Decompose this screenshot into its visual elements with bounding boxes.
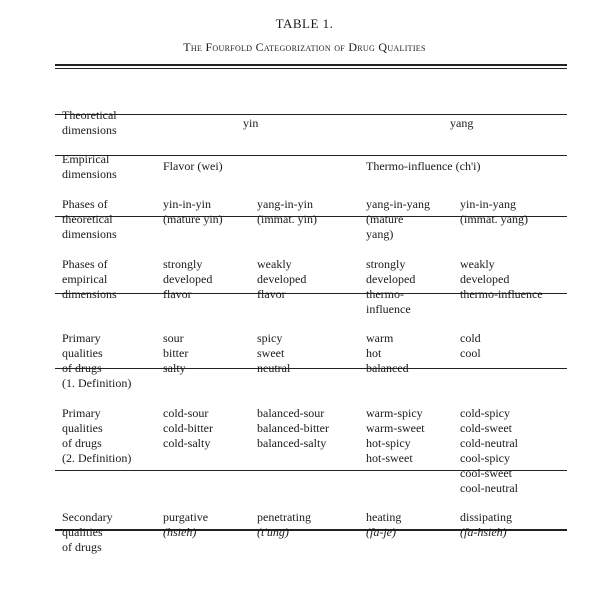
- row-label-empirical: Empirical dimensions: [62, 152, 117, 181]
- cell-thermo-influence: Thermo-influence (ch'i): [366, 159, 481, 173]
- cell-def2-col2: balanced-sour balanced-bitter balanced-salty: [257, 406, 329, 450]
- row-divider: [55, 368, 567, 369]
- row-divider: [55, 155, 567, 156]
- cell-phase-col1: yin-in-yin (mature yin): [163, 197, 223, 226]
- cell-def1-col4: cold cool: [460, 331, 481, 360]
- top-rule: [55, 64, 567, 66]
- header-yin: yin: [243, 116, 259, 130]
- cell-phase-col3: yang-in-yang (mature yang): [366, 197, 430, 241]
- cell-def1-col2: spicy sweet neutral: [257, 331, 291, 375]
- row-label-primary-def1: Primary qualities of drugs (1. Definition): [62, 331, 132, 390]
- table-subtitle: The Fourfold Categorization of Drug Qualities: [183, 40, 426, 54]
- row-label-secondary: Secondary qualities of drugs: [62, 510, 113, 554]
- cell-secondary-col3: heating (fa-je): [366, 510, 402, 539]
- cell-def2-col3: warm-spicy warm-sweet hot-spicy hot-sweet: [366, 406, 425, 465]
- table-title: TABLE 1.: [275, 16, 334, 31]
- cell-secondary-col1: purgative (hsieh): [163, 510, 209, 539]
- cell-def1-col1: sour bitter salty: [163, 331, 189, 375]
- row-label-phases-empirical: Phases of empirical dimensions: [62, 257, 117, 301]
- cell-secondary-col4: dissipating (fa-hsieh): [460, 510, 513, 539]
- row-divider: [55, 114, 567, 115]
- row-label-theoretical: Theoretical dimensions: [62, 108, 117, 137]
- cell-phase-col2: yang-in-yin (immat. yin): [257, 197, 317, 226]
- top-rule-inner: [55, 68, 567, 69]
- cell-empirical-col4: weakly developed thermo-influence: [460, 257, 543, 301]
- cell-def2-col1: cold-sour cold-bitter cold-salty: [163, 406, 213, 450]
- row-label-phases-theoretical: Phases of theoretical dimensions: [62, 197, 117, 241]
- header-yang: yang: [450, 116, 474, 130]
- cell-empirical-col3: strongly developed thermo- influence: [366, 257, 416, 316]
- cell-secondary-col2: penetrating (t'ung): [257, 510, 311, 539]
- row-label-primary-def2: Primary qualities of drugs (2. Definition): [62, 406, 132, 465]
- cell-flavor: Flavor (wei): [163, 159, 223, 173]
- cell-phase-col4: yin-in-yang (immat. yang): [460, 197, 528, 226]
- cell-def1-col3: warm hot balanced: [366, 331, 409, 375]
- cell-def2-col4: cold-spicy cold-sweet cold-neutral cool-spicy cool-sweet cool-neutral: [460, 406, 518, 495]
- cell-empirical-col2: weakly developed flavor: [257, 257, 307, 301]
- cell-empirical-col1: strongly developed flavor: [163, 257, 213, 301]
